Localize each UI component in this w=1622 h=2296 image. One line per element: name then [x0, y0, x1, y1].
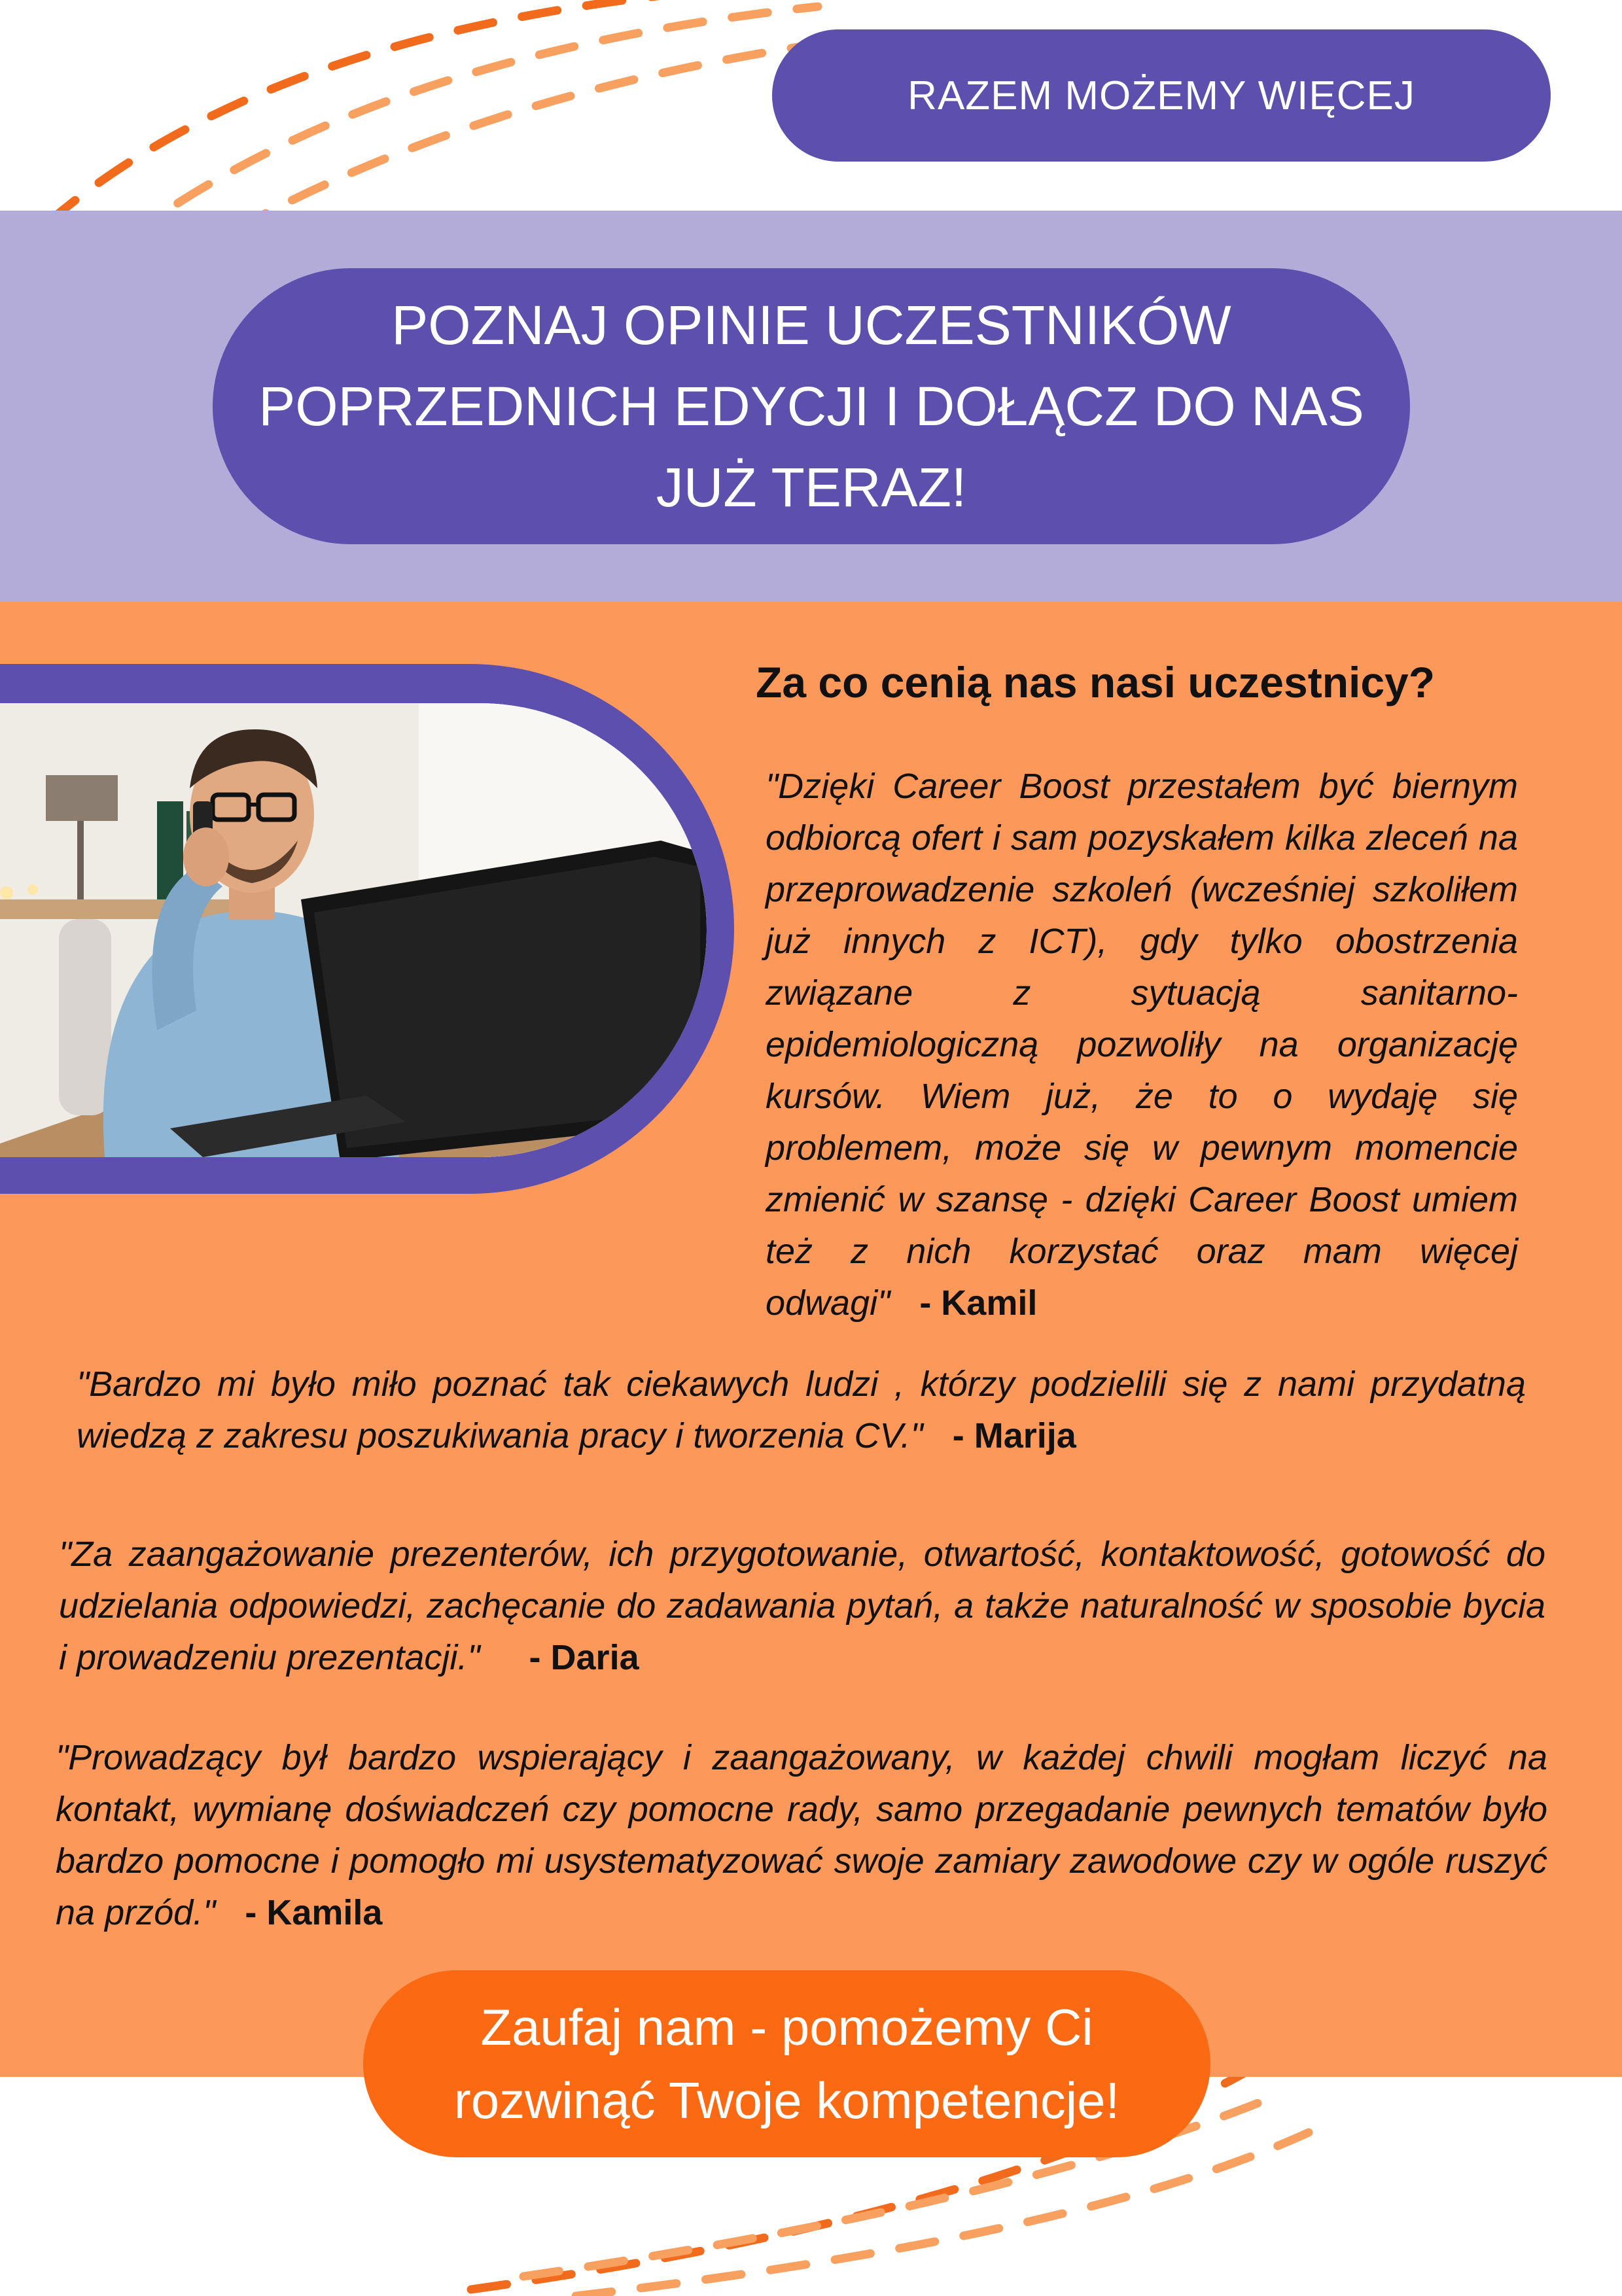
- cta-line-2: rozwinąć Twoje kompetencje!: [453, 2072, 1120, 2129]
- photo-illustration: [0, 703, 707, 1157]
- testimonial-text: "Za zaangażowanie prezenterów, ich przygotowanie, otwartość, kontaktowość, gotowość do udzielania odpowiedzi, zachęcanie do zadawania pytań, a także naturalność w sposobie bycia i prowadzeniu prezentacji.": [59, 1535, 1545, 1677]
- testimonial-author: - Kamil: [919, 1283, 1038, 1323]
- testimonial-text: "Prowadzący był bardzo wspierający i zaangażowany, w każdej chwili mogłam liczyć na kontakt, wymianę doświadczeń czy pomocne rady, samo przegadanie pewnych tematów było bardzo pomocne i pomogło mi usystematyzować swoje zamiary zawodowe czy w ogóle ruszyć na przód.": [56, 1738, 1547, 1932]
- testimonial-daria: [59, 1529, 1545, 1684]
- testimonial-kamila: [56, 1732, 1547, 1939]
- testimonial-author: - Marija: [952, 1416, 1076, 1455]
- cta-line-1: Zaufaj nam - pomożemy Ci: [480, 1998, 1093, 2056]
- title-line-3: JUŻ TERAZ!: [656, 457, 967, 518]
- title-line-2: POPRZEDNICH EDYCJI I DOŁĄCZ DO NAS: [258, 375, 1364, 437]
- testimonial-kamil: [766, 761, 1518, 1329]
- testimonial-text: "Bardzo mi było miło poznać tak ciekawych ludzi , którzy podzielili się z nami przydatną wiedzą z zakresu poszukiwania pracy i tworzenia CV.": [77, 1365, 1526, 1455]
- participant-photo: [0, 703, 707, 1157]
- slogan-pill: [772, 29, 1551, 162]
- testimonial-text: "Dzięki Career Boost przestałem być biernym odbiorcą ofert i sam pozyskałem kilka zleceń na przeprowadzenie szkoleń (wcześniej szkoliłem już innych z ICT), gdy tylko obostrzenia związane z sytuacją sanitarno-epidemiologiczną pozwoliły na organizację kursów. Wiem już, że to o wydaję się problemem, może się w pewnym momencie zmienić w szansę - dzięki Career Boost umiem też z nich korzystać oraz mam więcej odwagi": [766, 767, 1518, 1323]
- testimonial-marija: [77, 1359, 1526, 1462]
- title-line-1: POZNAJ OPINIE UCZESTNIKÓW: [391, 294, 1231, 356]
- slogan-text: RAZEM MOŻEMY WIĘCEJ: [908, 73, 1415, 118]
- cta-pill: [363, 1970, 1210, 2157]
- title-pill: [213, 268, 1410, 544]
- testimonial-author: - Daria: [529, 1638, 639, 1677]
- testimonials-heading: Za co cenią nas nasi uczestnicy?: [756, 658, 1436, 706]
- testimonial-author: - Kamila: [245, 1893, 383, 1932]
